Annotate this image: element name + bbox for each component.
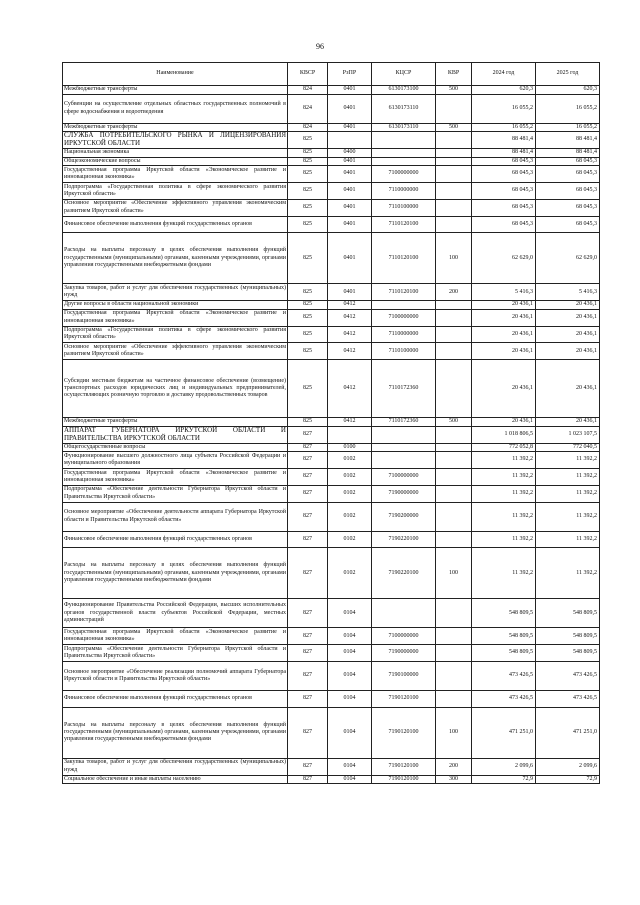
rzpr-cell: 0400 [328,148,372,157]
kcsr-cell [372,599,436,628]
table-row [63,418,600,427]
amount-2024-cell: 1 018 806,5 [472,426,536,443]
kvr-cell [436,360,472,418]
kcsr-cell: 7110172360 [372,360,436,418]
table-row [63,233,600,284]
name-cell: Подпрограмма «Обеспечение деятельности Губернатора Иркутской области и Правительства Иркутской области» [63,485,288,502]
rzpr-cell: 0401 [328,284,372,301]
amount-2025-cell: 68 045,3 [536,157,600,166]
amount-2025-cell: 11 392,2 [536,548,600,599]
amount-2025-cell: 548 809,5 [536,628,600,645]
amount-2024-cell: 11 392,2 [472,468,536,485]
amount-2025-cell: 68 045,3 [536,182,600,199]
kvr-cell [436,628,472,645]
kvsr-cell: 827 [288,707,328,758]
kvr-cell [436,531,472,548]
table-row [63,157,600,166]
amount-2024-cell: 68 045,3 [472,216,536,233]
kvr-cell [436,301,472,310]
kvsr-cell: 825 [288,157,328,166]
header-kcsr: КЦСР [372,63,436,86]
name-cell: Финансовое обеспечение выполнения функций государственных органов [63,531,288,548]
amount-2024-cell: 11 392,2 [472,548,536,599]
amount-2024-cell: 62 629,0 [472,233,536,284]
amount-2025-cell: 20 436,1 [536,360,600,418]
kcsr-cell: 7110100000 [372,199,436,216]
kvr-cell [436,661,472,690]
amount-2025-cell: 16 055,2 [536,123,600,132]
kcsr-cell [372,132,436,149]
rzpr-cell: 0412 [328,301,372,310]
rzpr-cell: 0100 [328,443,372,452]
amount-2025-cell: 88 481,4 [536,132,600,149]
kvsr-cell: 825 [288,343,328,360]
header-year-2024: 2024 год [472,63,536,86]
amount-2025-cell: 772 040,5 [536,443,600,452]
header-rzpr: РзПР [328,63,372,86]
kcsr-cell: 6130173110 [372,123,436,132]
name-cell: Другие вопросы в области национальной экономики [63,301,288,310]
kvsr-cell: 827 [288,485,328,502]
rzpr-cell: 0412 [328,343,372,360]
kvsr-cell: 827 [288,443,328,452]
kcsr-cell: 7190120100 [372,690,436,707]
kcsr-cell: 7190200000 [372,502,436,531]
amount-2025-cell: 16 055,2 [536,94,600,123]
kvsr-cell: 825 [288,309,328,326]
header-year-2025: 2025 год [536,63,600,86]
amount-2024-cell: 68 045,3 [472,199,536,216]
name-cell: АППАРАТ ГУБЕРНАТОРА ИРКУТСКОЙ ОБЛАСТИ И ПРАВИТЕЛЬСТВА ИРКУТСКОЙ ОБЛАСТИ [64,425,286,442]
name-cell: Функционирование Правительства Российской Федерации, высших исполнительных органов государственной власти субъектов Российской Федерации, местных администраций [63,599,288,628]
amount-2024-cell: 20 436,1 [472,301,536,310]
kvr-cell: 200 [436,284,472,301]
table-body [63,86,600,784]
rzpr-cell: 0401 [328,94,372,123]
name-cell: Социальное обеспечение и иные выплаты населению [63,775,288,784]
amount-2025-cell: 11 392,2 [536,502,600,531]
table-row [63,148,600,157]
name-cell: Государственная программа Иркутской области «Экономическое развитие и инновационная экономика» [63,628,288,645]
rzpr-cell: 0102 [328,502,372,531]
amount-2024-cell: 548 809,5 [472,645,536,662]
kcsr-cell: 7110100000 [372,343,436,360]
amount-2024-cell: 68 045,3 [472,166,536,183]
kcsr-cell: 7110120100 [372,216,436,233]
kvr-cell [436,426,472,443]
amount-2025-cell: 20 436,1 [536,343,600,360]
amount-2024-cell: 548 809,5 [472,628,536,645]
kvr-cell [436,216,472,233]
kvsr-cell: 827 [288,661,328,690]
kvsr-cell: 827 [288,531,328,548]
amount-2024-cell: 473 426,5 [472,661,536,690]
kvsr-cell: 825 [288,132,328,149]
rzpr-cell: 0102 [328,485,372,502]
amount-2025-cell: 20 436,1 [536,418,600,427]
amount-2025-cell: 68 045,3 [536,216,600,233]
amount-2024-cell: 548 809,5 [472,599,536,628]
kvr-cell [436,199,472,216]
kvsr-cell: 825 [288,233,328,284]
amount-2025-cell: 548 809,5 [536,645,600,662]
name-cell: Межбюджетные трансферты [63,86,288,95]
kcsr-cell: 7110000000 [372,326,436,343]
rzpr-cell: 0401 [328,123,372,132]
table-row [63,94,600,123]
amount-2024-cell: 471 251,0 [472,707,536,758]
amount-2024-cell: 20 436,1 [472,326,536,343]
amount-2025-cell: 473 426,5 [536,690,600,707]
budget-table [62,62,600,784]
kvr-cell [436,485,472,502]
table-row [63,301,600,310]
amount-2025-cell: 20 436,1 [536,301,600,310]
kvsr-cell: 827 [288,426,328,443]
name-cell: Общегосударственные вопросы [63,443,288,452]
rzpr-cell: 0401 [328,86,372,95]
name-cell: Субвенции на осуществление отдельных областных государственных полномочий в сфере водоснабжения и водоотведения [63,94,288,123]
amount-2025-cell: 473 426,5 [536,661,600,690]
table-row [63,132,600,149]
name-cell: Межбюджетные трансферты [63,123,288,132]
kvsr-cell: 827 [288,452,328,469]
amount-2025-cell: 11 392,2 [536,468,600,485]
amount-2025-cell: 5 416,3 [536,284,600,301]
rzpr-cell: 0104 [328,690,372,707]
kvr-cell [436,94,472,123]
header-name: Наименование [63,63,288,86]
kvr-cell [436,148,472,157]
amount-2025-cell: 11 392,2 [536,531,600,548]
kvsr-cell: 827 [288,758,328,775]
kvr-cell [436,343,472,360]
kvsr-cell: 825 [288,360,328,418]
name-cell: Основное мероприятие «Обеспечение эффективного управления экономическим развитием Иркутской области» [63,343,288,360]
name-cell: Государственная программа Иркутской области «Экономическое развитие и инновационная экономика» [63,309,288,326]
kvr-cell [436,645,472,662]
kvsr-cell: 825 [288,166,328,183]
name-cell: Государственная программа Иркутской области «Экономическое развитие и инновационная экономика» [63,468,288,485]
kcsr-cell [372,443,436,452]
amount-2025-cell: 620,3 [536,86,600,95]
amount-2025-cell: 1 023 107,5 [536,426,600,443]
rzpr-cell: 0401 [328,233,372,284]
table-row [63,166,600,183]
kvsr-cell: 825 [288,216,328,233]
kvr-cell [436,326,472,343]
table-row [63,599,600,628]
kcsr-cell [372,426,436,443]
amount-2024-cell: 473 426,5 [472,690,536,707]
kcsr-cell: 7190120100 [372,707,436,758]
page-number: 96 [316,42,324,51]
kcsr-cell [372,452,436,469]
kvsr-cell: 824 [288,86,328,95]
table-row [63,360,600,418]
amount-2025-cell: 20 436,1 [536,309,600,326]
table-row [63,182,600,199]
kcsr-cell: 7190100000 [372,661,436,690]
table-row [63,343,600,360]
kvr-cell: 500 [436,123,472,132]
kcsr-cell: 7110120100 [372,233,436,284]
header-row [63,63,600,86]
amount-2025-cell: 20 436,1 [536,326,600,343]
table-row [63,548,600,599]
kvsr-cell: 827 [288,502,328,531]
name-cell: Основное мероприятие «Обеспечение эффективного управления экономическим развитием Иркутской области» [63,199,288,216]
name-cell: Подпрограмма «Государственная политика в сфере экономического развития Иркутской области» [63,182,288,199]
table-row [63,326,600,343]
rzpr-cell: 0104 [328,661,372,690]
name-cell: Расходы на выплаты персоналу в целях обеспечения выполнения функций государственными (муниципальными) органами, казенными учреждениями, органами управления государственными внебюджетными фондами [63,707,288,758]
rzpr-cell: 0104 [328,758,372,775]
amount-2025-cell: 62 629,0 [536,233,600,284]
amount-2025-cell: 68 045,3 [536,166,600,183]
name-cell: СЛУЖБА ПОТРЕБИТЕЛЬСКОГО РЫНКА И ЛИЦЕНЗИРОВАНИЯ ИРКУТСКОЙ ОБЛАСТИ [64,131,286,148]
kvsr-cell: 825 [288,326,328,343]
kcsr-cell [372,148,436,157]
kvr-cell [436,182,472,199]
amount-2024-cell: 68 045,3 [472,157,536,166]
kvsr-cell: 825 [288,148,328,157]
kcsr-cell: 7110120100 [372,284,436,301]
kcsr-cell: 7100000000 [372,166,436,183]
kcsr-cell: 7110000000 [372,182,436,199]
kcsr-cell: 7100000000 [372,309,436,326]
amount-2024-cell: 2 099,6 [472,758,536,775]
kvsr-cell: 824 [288,94,328,123]
kvr-cell [436,443,472,452]
kvr-cell: 200 [436,758,472,775]
table-row [63,775,600,784]
amount-2025-cell: 72,9 [536,775,600,784]
kvr-cell: 500 [436,418,472,427]
amount-2024-cell: 20 436,1 [472,343,536,360]
name-cell: Подпрограмма «Государственная политика в сфере экономического развития Иркутской области» [63,326,288,343]
kvr-cell [436,452,472,469]
table-row [63,628,600,645]
table-row [63,758,600,775]
kcsr-cell: 7190220100 [372,531,436,548]
amount-2024-cell: 11 392,2 [472,452,536,469]
rzpr-cell: 0102 [328,468,372,485]
rzpr-cell: 0104 [328,775,372,784]
kvr-cell: 300 [436,775,472,784]
table-row [63,452,600,469]
rzpr-cell: 0412 [328,418,372,427]
kcsr-cell: 7190000000 [372,485,436,502]
kcsr-cell: 6130173100 [372,86,436,95]
name-cell: Финансовое обеспечение выполнения функций государственных органов [63,690,288,707]
name-cell: Государственная программа Иркутской области «Экономическое развитие и инновационная экономика» [63,166,288,183]
table-row [63,86,600,95]
amount-2025-cell: 68 045,3 [536,199,600,216]
table-row [63,690,600,707]
kvr-cell [436,157,472,166]
kcsr-cell: 7190120100 [372,758,436,775]
rzpr-cell: 0401 [328,199,372,216]
rzpr-cell: 0401 [328,166,372,183]
kvsr-cell: 827 [288,468,328,485]
rzpr-cell: 0104 [328,599,372,628]
rzpr-cell: 0102 [328,548,372,599]
name-cell: Финансовое обеспечение выполнения функций государственных органов [63,216,288,233]
kcsr-cell [372,157,436,166]
kvsr-cell: 825 [288,182,328,199]
kvsr-cell: 824 [288,123,328,132]
kvsr-cell: 825 [288,301,328,310]
table-row [63,284,600,301]
table-row [63,531,600,548]
name-cell: Основное мероприятие «Обеспечение реализации полномочий аппарата Губернатора Иркутской области и Правительства Иркутской области» [63,661,288,690]
table-row [63,485,600,502]
kvsr-cell: 827 [288,645,328,662]
amount-2024-cell: 16 055,2 [472,94,536,123]
name-cell: Подпрограмма «Обеспечение деятельности Губернатора Иркутской области и Правительства Иркутской области» [63,645,288,662]
name-cell: Национальная экономика [63,148,288,157]
kvr-cell [436,309,472,326]
kvr-cell: 100 [436,548,472,599]
name-cell: Расходы на выплаты персоналу в целях обеспечения выполнения функций государственными (муниципальными) органами, казенными учреждениями, органами управления государственными внебюджетными фондами [63,233,288,284]
rzpr-cell: 0104 [328,707,372,758]
amount-2024-cell: 11 392,2 [472,502,536,531]
rzpr-cell [328,426,372,443]
kvr-cell [436,690,472,707]
amount-2024-cell: 11 392,2 [472,531,536,548]
kcsr-cell: 7190220100 [372,548,436,599]
table-row [63,199,600,216]
amount-2025-cell: 548 809,5 [536,599,600,628]
amount-2024-cell: 88 481,4 [472,132,536,149]
table-row [63,502,600,531]
kvsr-cell: 827 [288,548,328,599]
amount-2024-cell: 20 436,1 [472,418,536,427]
rzpr-cell: 0401 [328,216,372,233]
amount-2024-cell: 772 052,8 [472,443,536,452]
rzpr-cell: 0412 [328,326,372,343]
table-row [63,645,600,662]
rzpr-cell: 0104 [328,628,372,645]
kvr-cell [436,502,472,531]
table-row [63,707,600,758]
name-cell: Закупка товаров, работ и услуг для обеспечения государственных (муниципальных) нужд [63,284,288,301]
kvsr-cell: 825 [288,284,328,301]
name-cell: Основное мероприятие «Обеспечение деятельности аппарата Губернатора Иркутской области и Правительства Иркутской области» [63,502,288,531]
kvr-cell [436,132,472,149]
kvr-cell [436,166,472,183]
table-row [63,426,600,443]
kvsr-cell: 827 [288,599,328,628]
name-cell: Межбюджетные трансферты [63,418,288,427]
name-cell: Закупка товаров, работ и услуг для обеспечения государственных (муниципальных) нужд [63,758,288,775]
kcsr-cell: 7100000000 [372,468,436,485]
amount-2024-cell: 16 055,2 [472,123,536,132]
kcsr-cell: 7190120100 [372,775,436,784]
rzpr-cell: 0401 [328,157,372,166]
rzpr-cell: 0104 [328,645,372,662]
kvsr-cell: 827 [288,775,328,784]
name-cell: Общеэкономические вопросы [63,157,288,166]
kvsr-cell: 827 [288,628,328,645]
table-row [63,443,600,452]
kvr-cell: 500 [436,86,472,95]
rzpr-cell: 0401 [328,182,372,199]
amount-2025-cell: 2 099,6 [536,758,600,775]
kvsr-cell: 825 [288,199,328,216]
amount-2025-cell: 88 481,4 [536,148,600,157]
name-cell: Функционирование высшего должностного лица субъекта Российской Федерации и муниципального образования [63,452,288,469]
amount-2024-cell: 11 392,2 [472,485,536,502]
kcsr-cell [372,301,436,310]
kvr-cell [436,599,472,628]
header-kvr: КВР [436,63,472,86]
kcsr-cell: 7100000000 [372,628,436,645]
amount-2024-cell: 72,9 [472,775,536,784]
kvr-cell: 100 [436,707,472,758]
kcsr-cell: 7190000000 [372,645,436,662]
rzpr-cell [328,132,372,149]
rzpr-cell: 0412 [328,309,372,326]
header-kvsr: КВСР [288,63,328,86]
name-cell: Субсидии местным бюджетам на частичное финансовое обеспечение (возмещение) транспортных расходов юридических лиц и индивидуальных предпринимателей, осуществляющих розничную торговлю и доставку продовольственных товаров [63,360,288,418]
rzpr-cell: 0102 [328,531,372,548]
amount-2025-cell: 11 392,2 [536,485,600,502]
kvr-cell [436,468,472,485]
kcsr-cell: 7110172360 [372,418,436,427]
amount-2024-cell: 20 436,1 [472,360,536,418]
kvsr-cell: 825 [288,418,328,427]
table-row [63,468,600,485]
name-cell: Расходы на выплаты персоналу в целях обеспечения выполнения функций государственными (муниципальными) органами, казенными учреждениями, органами управления государственными внебюджетными фондами [63,548,288,599]
amount-2024-cell: 5 416,3 [472,284,536,301]
table-row [63,309,600,326]
table-row [63,216,600,233]
amount-2025-cell: 471 251,0 [536,707,600,758]
amount-2025-cell: 11 392,2 [536,452,600,469]
rzpr-cell: 0412 [328,360,372,418]
kvsr-cell: 827 [288,690,328,707]
amount-2024-cell: 88 481,4 [472,148,536,157]
kvr-cell: 100 [436,233,472,284]
rzpr-cell: 0102 [328,452,372,469]
amount-2024-cell: 68 045,3 [472,182,536,199]
amount-2024-cell: 620,3 [472,86,536,95]
amount-2024-cell: 20 436,1 [472,309,536,326]
table-row [63,661,600,690]
kcsr-cell: 6130173110 [372,94,436,123]
